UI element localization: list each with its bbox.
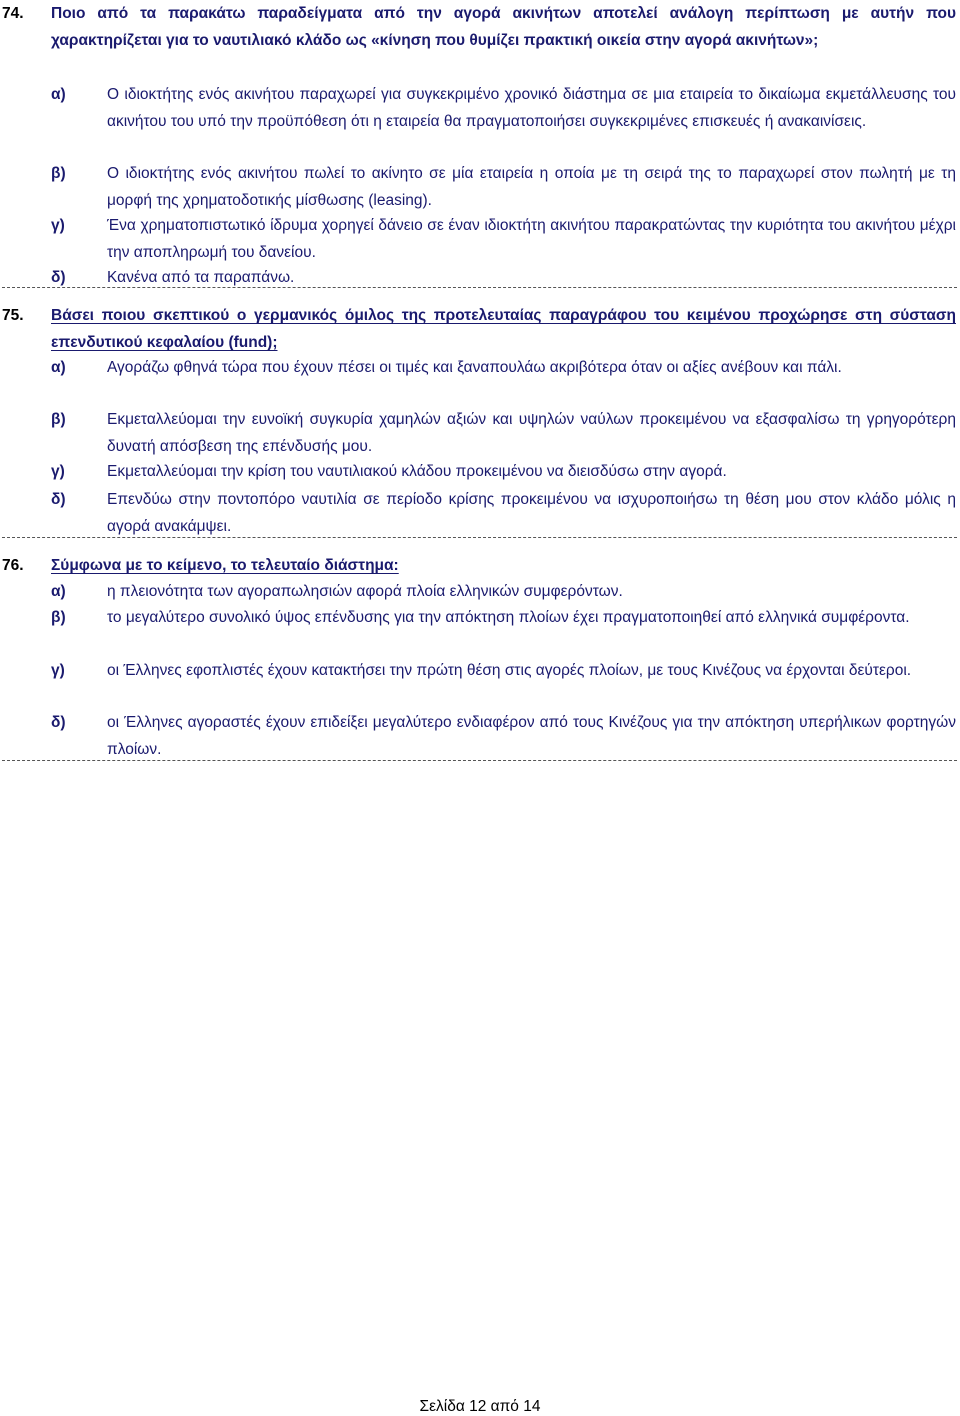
option-label: α) (51, 583, 66, 600)
option-text: Ο ιδιοκτήτης ενός ακινήτου πωλεί το ακίνητο σε μία εταιρεία η οποία με τη σειρά της το παραχωρεί στον πωλητή με τη μορφή της χρηματοδοτικής μίσθωσης (leasing). (107, 165, 956, 209)
option-text: οι Έλληνες αγοραστές έχουν επιδείξει μεγαλύτερο ενδιαφέρον από τους Κινέζους για την απόκτηση υπερήλικων φορτηγών πλοίων. (107, 714, 956, 758)
option-label: δ) (51, 269, 66, 286)
option-text: Επενδύω στην ποντοπόρο ναυτιλία σε περίοδο κρίσης προκειμένου να ισχυροποιήσω τη θέση μου στον κλάδο μόλις η αγορά ανακάμψει. (107, 491, 956, 535)
question-number: 75. (2, 307, 24, 324)
option-text: η πλειονότητα των αγοραπωλησιών αφορά πλοία ελληνικών συμφερόντων. (107, 583, 623, 600)
option-label: δ) (51, 714, 66, 731)
option-label: γ) (51, 217, 65, 234)
option-label: β) (51, 411, 66, 428)
section-divider (2, 760, 957, 761)
option-text: Ένα χρηματοπιστωτικό ίδρυμα χορηγεί δάνειο σε έναν ιδιοκτήτη ακινήτου παρακρατώντας την κυριότητα του ακινήτου μέχρι την αποπληρωμή του δανείου. (107, 217, 956, 261)
option-label: δ) (51, 491, 66, 508)
question-stem (51, 302, 956, 356)
option-label: β) (51, 165, 66, 182)
option-text: Ο ιδιοκτήτης ενός ακινήτου παραχωρεί για συγκεκριμένο χρονικό διάστημα σε μια εταιρεία το δικαίωμα εκμετάλλευσης του ακινήτου του υπό την προϋπόθεση ότι η εταιρεία θα πραγματοποιήσει συγκεκριμένες επισκευές ή ανακαινίσεις. (107, 86, 956, 130)
option-label: β) (51, 609, 66, 626)
option-text: το μεγαλύτερο συνολικό ύψος επένδυσης για την απόκτηση πλοίων έχει πραγματοποιηθεί από ελληνικά συμφέροντα. (107, 609, 910, 626)
question-stem-text: Βάσει ποιου σκεπτικού ο γερμανικός όμιλος της προτελευταίας παραγράφου του κειμένου προχώρησε στη σύσταση επενδυτικού κεφαλαίου (fund); (51, 307, 956, 351)
option-text: οι Έλληνες εφοπλιστές έχουν κατακτήσει την πρώτη θέση στις αγορές πλοίων, με τους Κινέζους να έρχονται δεύτεροι. (107, 662, 912, 679)
page-footer (0, 1398, 960, 1416)
option-label: α) (51, 86, 66, 103)
option-label: γ) (51, 662, 65, 679)
option-text: Εκμεταλλεύομαι την ευνοϊκή συγκυρία χαμηλών αξιών και υψηλών ναύλων προκειμένου να εξασφαλίσω τη γρηγορότερη δυνατή απόσβεση της επένδυσής μου. (107, 411, 956, 455)
option-label: α) (51, 359, 66, 376)
page-number-label: Σελίδα 12 από 14 (419, 1398, 541, 1415)
section-divider (2, 537, 957, 538)
option-text: Εκμεταλλεύομαι την κρίση του ναυτιλιακού κλάδου προκειμένου να διεισδύσω στην αγορά. (107, 463, 727, 480)
question-number: 76. (2, 557, 24, 574)
section-divider (2, 287, 957, 288)
option-text: Αγοράζω φθηνά τώρα που έχουν πέσει οι τιμές και ξαναπουλάω ακριβότερα όταν οι αξίες ανέβουν και πάλι. (107, 359, 842, 376)
question-stem-text: Ποιο από τα παρακάτω παραδείγματα από την αγορά ακινήτων αποτελεί ανάλογη περίπτωση με αυτήν που χαρακτηρίζεται για το ναυτιλιακό κλάδο ως «κίνηση που θυμίζει πρακτική οικεία στην αγορά ακινήτων»; (51, 5, 956, 49)
option-text-content: Κανένα από τα παραπάνω. (107, 269, 295, 286)
question-stem-text: Σύμφωνα με το κείμενο, το τελευταίο διάστημα: (51, 557, 399, 574)
option-label: γ) (51, 463, 65, 480)
question-number: 74. (2, 5, 24, 22)
question-stem (51, 552, 956, 579)
question-stem (51, 0, 956, 54)
